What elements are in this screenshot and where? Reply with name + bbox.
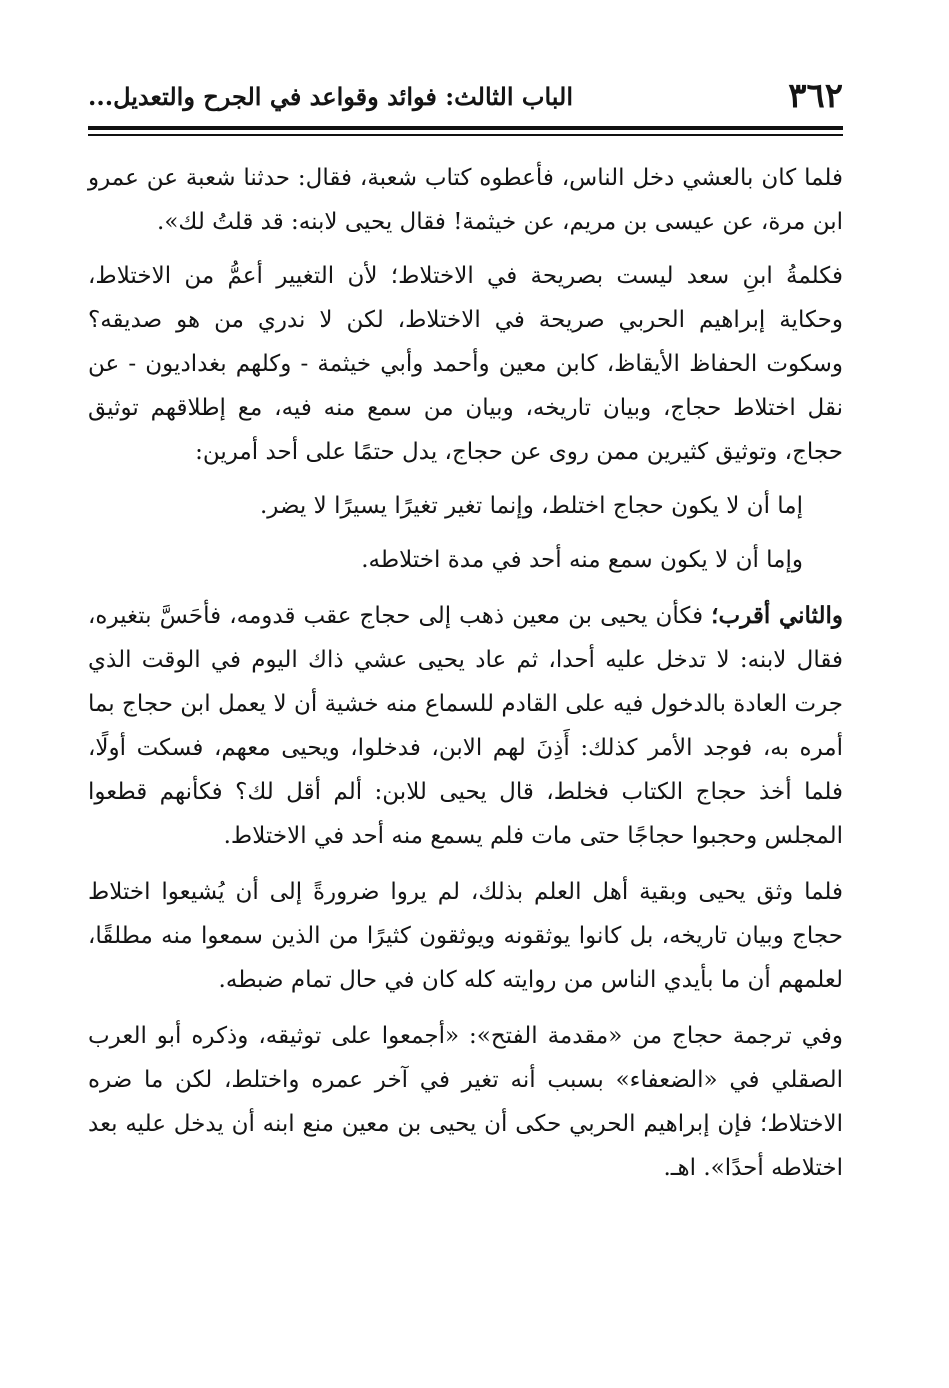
paragraph-5: وفي ترجمة حجاج من «مقدمة الفتح»: «أجمعوا على توثيقه، وذكره أبو العرب الصقلي في «الضعفاء» بسبب أنه تغير في آخر عمره واختلط، لكن ما ضره الاختلاط؛ فإن إبراهيم الحربي حكى أن يحيى بن معين منع ابنه أن يدخل عليه بعد اختلاطه أحدًا». اهـ. bbox=[88, 1023, 843, 1181]
option-2: وإما أن لا يكون سمع منه أحد في مدة اختلاطه. bbox=[361, 547, 803, 573]
paragraph-2: فكلمةُ ابنِ سعد ليست بصريحة في الاختلاط؛ لأن التغيير أعمُّ من الاختلاط، وحكاية إبراهيم الحربي صريحة في الاختلاط، لكن لا ندري من هو صديقه؟ وسكوت الحفاظ الأيقاظ، كابن معين وأحمد وأبي خيثمة - وكلهم بغداديون - عن نقل اختلاط حجاج، وبيان تاريخه، وبيان من سمع منه فيه، مع إطلاقهم توثيق حجاج، وتوثيق كثيرين ممن روى عن حجاج، يدل حتمًا على أحد أمرين: bbox=[88, 263, 843, 465]
paragraph-3-text: فكأن يحيى بن معين ذهب إلى حجاج عقب قدومه، فأحَسَّ بتغيره، فقال لابنه: لا تدخل عليه أحدا، ثم عاد يحيى عشي ذاك اليوم في الوقت الذي جرت العادة بالدخول فيه على القادم للسماع منه خشية أن لا يعمل ابن حجاج بما أمره به، فوجد الأمر كذلك: أَذِنَ لهم الابن، فدخلوا، ويحيى معهم، فسكت أولًا، فلما أخذ حجاج الكتاب فخلط، قال يحيى للابن: ألم أقل لك؟ فكأنهم قطعوا المجلس وحجبوا حجاجًا حتى مات فلم يسمع منه أحد في الاختلاط. bbox=[88, 603, 843, 849]
paragraph-3 bbox=[88, 594, 843, 858]
paragraph-3-lead: والثاني أقرب؛ bbox=[711, 602, 843, 629]
paragraph-1: فلما كان بالعشي دخل الناس، فأعطوه كتاب شعبة، فقال: حدثنا شعبة عن عمرو ابن مرة، عن عيسى بن مريم، عن خيثمة! فقال يحيى لابنه: قد قلتُ لك». bbox=[88, 165, 843, 235]
running-head: الباب الثالث: فوائد وقواعد في الجرح والتعديل... bbox=[88, 82, 573, 111]
page-header bbox=[88, 72, 843, 128]
page-number: ٣٦٢ bbox=[788, 76, 843, 116]
header-rule-thick bbox=[88, 126, 843, 130]
option-1: إما أن لا يكون حجاج اختلط، وإنما تغير تغيرًا يسيرًا لا يضر. bbox=[259, 493, 803, 519]
paragraph-4: فلما وثق يحيى وبقية أهل العلم بذلك، لم يروا ضرورةً إلى أن يُشيعوا اختلاط حجاج وبيان تاريخه، بل كانوا يوثقونه ويوثقون كثيرًا من الذين سمعوا منه مطلقًا، لعلمهم أن ما بأيدي الناس من روايته كله كان في حال تمام ضبطه. bbox=[88, 879, 843, 993]
header-rule-thin bbox=[88, 134, 843, 136]
body-text bbox=[88, 156, 843, 1190]
